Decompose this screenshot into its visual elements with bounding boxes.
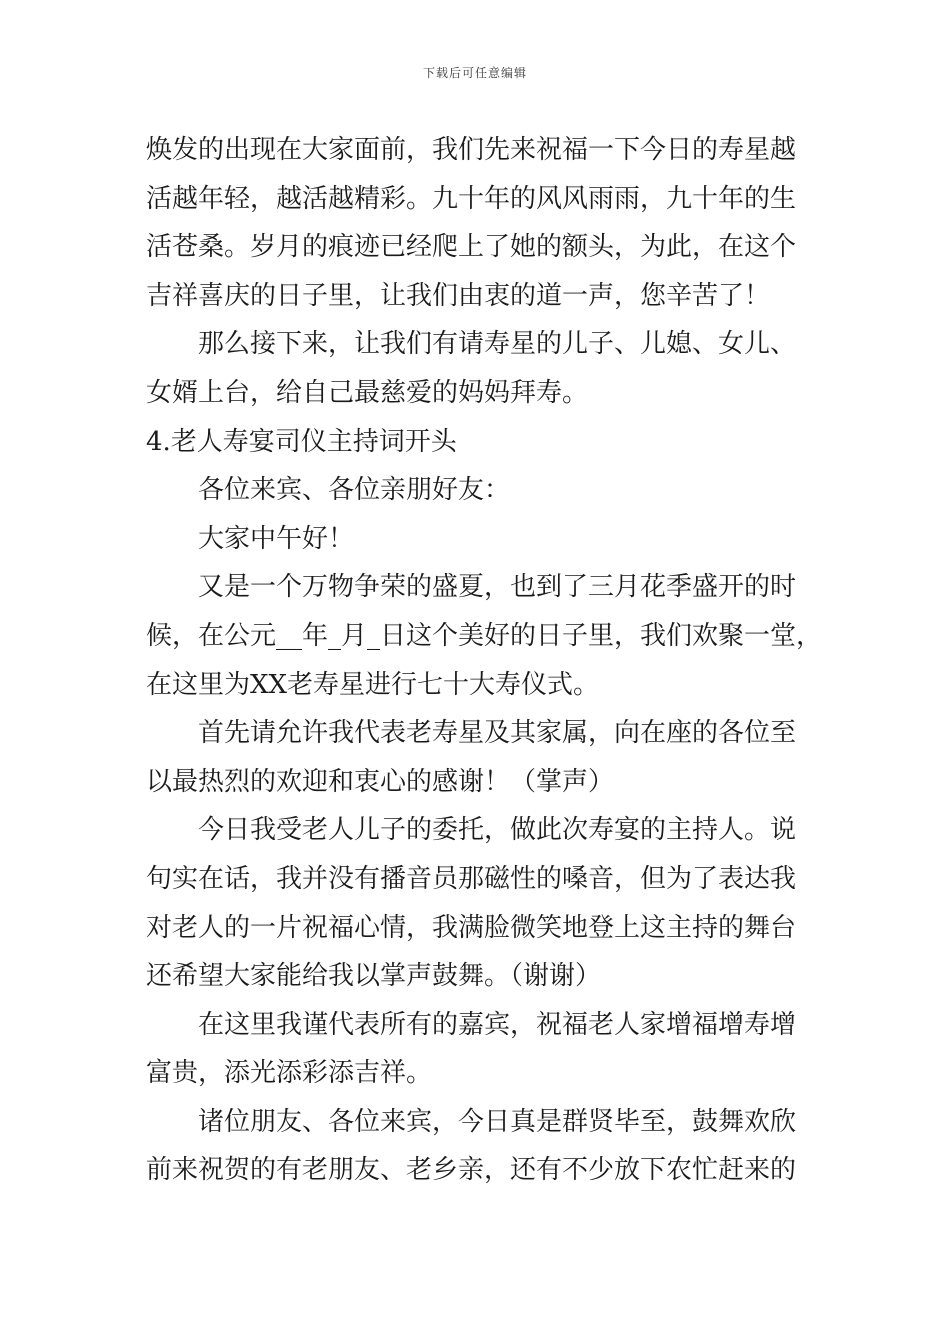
text-line: 在这里为XX老寿星进行七十大寿仪式。 xyxy=(146,669,600,700)
text-line: 各位来宾、各位亲朋好友： xyxy=(198,475,511,506)
text-line: 吉祥喜庆的日子里，让我们由衷的道一声，您辛苦了！ xyxy=(146,280,771,311)
text-line: 以最热烈的欢迎和衷心的感谢！（掌声） xyxy=(146,766,615,797)
text-line: 候，在公元__年_月_日这个美好的日子里，我们欢聚一堂， xyxy=(146,620,823,651)
text-line: 在这里我谨代表所有的嘉宾，祝福老人家增福增寿增 xyxy=(198,1009,797,1040)
text-line: 还希望大家能给我以掌声鼓舞。（谢谢） xyxy=(146,961,602,992)
text-line: 4.老人寿宴司仪主持词开头 xyxy=(146,426,457,457)
text-line: 活越年轻，越活越精彩。九十年的风风雨雨，九十年的生 xyxy=(146,183,797,214)
text-line: 活苍桑。岁月的痕迹已经爬上了她的额头，为此，在这个 xyxy=(146,232,797,263)
text-line: 诸位朋友、各位来宾，今日真是群贤毕至，鼓舞欢欣 xyxy=(198,1106,797,1137)
text-line: 前来祝贺的有老朋友、老乡亲，还有不少放下农忙赶来的 xyxy=(146,1155,797,1186)
document-body xyxy=(146,126,823,1195)
text-line: 首先请允许我代表老寿星及其家属，向在座的各位至 xyxy=(198,718,797,749)
page-header: 下载后可任意编辑 xyxy=(422,66,527,80)
text-line: 句实在话，我并没有播音员那磁性的嗓音，但为了表达我 xyxy=(146,863,797,894)
text-line: 今日我受老人儿子的委托，做此次寿宴的主持人。说 xyxy=(198,815,797,846)
text-line: 女婿上台，给自己最慈爱的妈妈拜寿。 xyxy=(146,377,589,408)
text-line: 富贵，添光添彩添吉祥。 xyxy=(146,1058,433,1089)
text-line: 对老人的一片祝福心情，我满脸微笑地登上这主持的舞台 xyxy=(146,912,797,943)
text-line: 那么接下来，让我们有请寿星的儿子、儿媳、女儿、 xyxy=(198,329,797,360)
text-line: 大家中午好！ xyxy=(198,523,355,554)
text-line: 又是一个万物争荣的盛夏，也到了三月花季盛开的时 xyxy=(198,572,797,603)
text-line: 焕发的出现在大家面前，我们先来祝福一下今日的寿星越 xyxy=(146,135,797,165)
